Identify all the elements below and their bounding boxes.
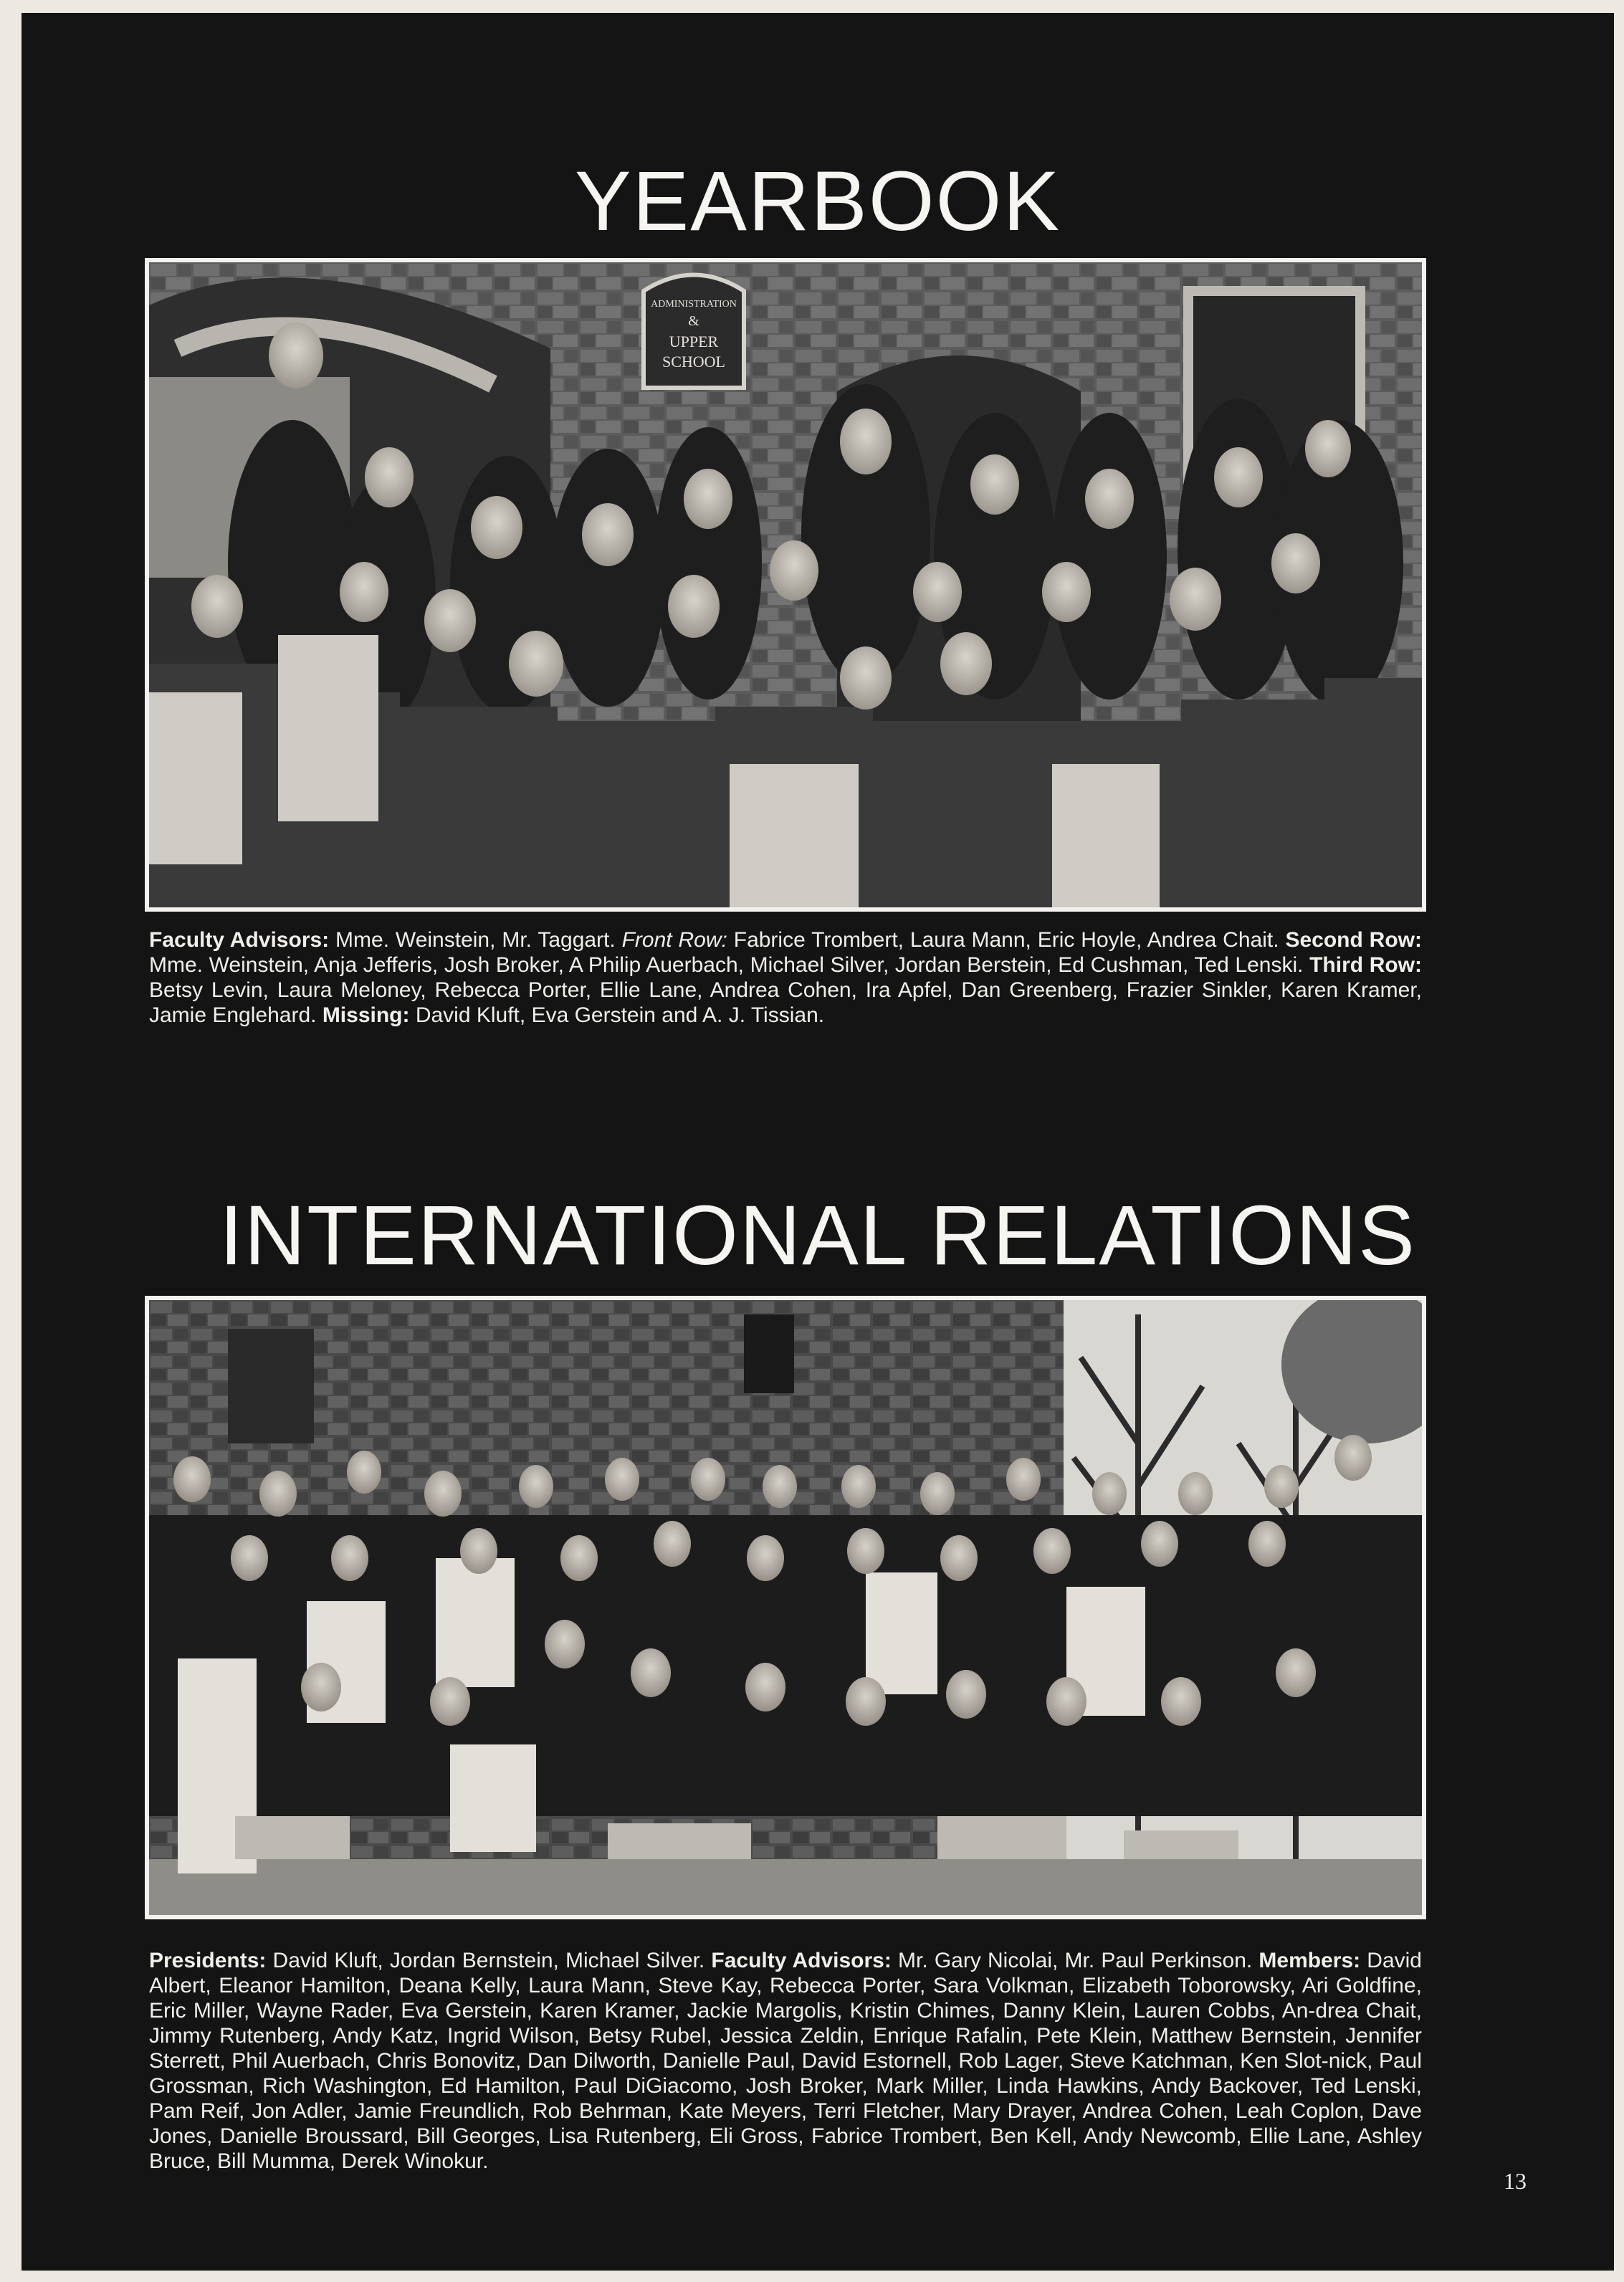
presidents-label: Presidents: — [149, 1949, 267, 1972]
sign-line-1: ADMINISTRATION — [651, 299, 737, 310]
international-relations-caption — [149, 1948, 1422, 2174]
ir-faculty-advisors-text: Mr. Gary Nicolai, Mr. Paul Perkinson. — [891, 1949, 1259, 1972]
page-number: 13 — [1504, 2168, 1527, 2194]
international-relations-group-photo — [145, 1296, 1426, 1919]
members-label: Members: — [1258, 1949, 1361, 1972]
yearbook-group-photo — [145, 258, 1426, 912]
sign-line-3: UPPER — [669, 333, 719, 350]
missing-text: David Kluft, Eva Gerstein and A. J. Tissian. — [409, 1003, 825, 1027]
yearbook-photo-image — [149, 262, 1422, 907]
sign-line-2: & — [688, 313, 699, 329]
missing-label: Missing: — [322, 1003, 410, 1027]
presidents-text: David Kluft, Jordan Bernstein, Michael Silver. — [266, 1949, 712, 1972]
front-row-text: Fabrice Trombert, Laura Mann, Eric Hoyle, Andrea Chait. — [727, 928, 1286, 952]
ir-faculty-advisors-label: Faculty Advisors: — [711, 1949, 892, 1972]
yearbook-page — [22, 13, 1614, 2271]
second-row-label: Second Row: — [1285, 928, 1422, 952]
upper-school-sign — [644, 275, 744, 388]
second-row-text: Mme. Weinstein, Anja Jefferis, Josh Broker, A Philip Auerbach, Michael Silver, Jordan Berstein, Ed Cushman, Ted Lenski. — [149, 953, 1310, 977]
sign-line-4: SCHOOL — [661, 353, 726, 371]
international-relations-photo-image — [149, 1300, 1422, 1915]
international-relations-title: INTERNATIONAL RELATIONS — [219, 1188, 1416, 1283]
front-row-label: Front Row: — [621, 928, 727, 952]
members-text: David Albert, Eleanor Hamilton, Deana Kelly, Laura Mann, Steve Kay, Rebecca Porter, Sara Volkman, Elizabeth Toborowsky, Ari Goldfine, Eric Miller, Wayne Rader, Eva Gerstein, Karen Kramer, Jackie Margolis, Kristin Chimes, Danny Klein, Lauren Cobbs, An-drea Chait, Jimmy Rutenberg, Andy Katz, Ingrid Wilson, Betsy Rubel, Jessica Zeldin, Enrique Rafalin, Pete Klein, Matthew Bernstein, Jennifer Sterrett, Phil Auerbach, Chris Bonovitz, Dan Dilworth, Danielle Paul, David Estornell, Rob Lager, Steve Katchman, Ken Slot-nick, Paul Grossman, Rich Washington, Ed Hamilton, Paul DiGiacomo, Josh Broker, Mark Miller, Linda Hawkins, Andy Backover, Ted Lenski, Pam Reif, Jon Adler, Jamie Freundlich, Rob Behrman, Kate Meyers, Terri Fletcher, Mary Drayer, Andrea Cohen, Leah Coplon, Dave Jones, Danielle Broussard, Bill Georges, Lisa Rutenberg, Eli Gross, Fabrice Trombert, Ben Kell, Andy Newcomb, Ellie Lane, Ashley Bruce, Bill Mumma, Derek Winokur. — [149, 1949, 1422, 2173]
yearbook-title: YEARBOOK — [574, 154, 1061, 249]
third-row-text: Betsy Levin, Laura Meloney, Rebecca Porter, Ellie Lane, Andrea Cohen, Ira Apfel, Dan Greenberg, Frazier Sinkler, Karen Kramer, Jamie Englehard. — [149, 978, 1422, 1027]
faculty-advisors-text: Mme. Weinstein, Mr. Taggart. — [329, 928, 622, 952]
third-row-label: Third Row: — [1309, 953, 1423, 977]
yearbook-caption — [149, 927, 1422, 1028]
faculty-advisors-label: Faculty Advisors: — [149, 928, 330, 952]
